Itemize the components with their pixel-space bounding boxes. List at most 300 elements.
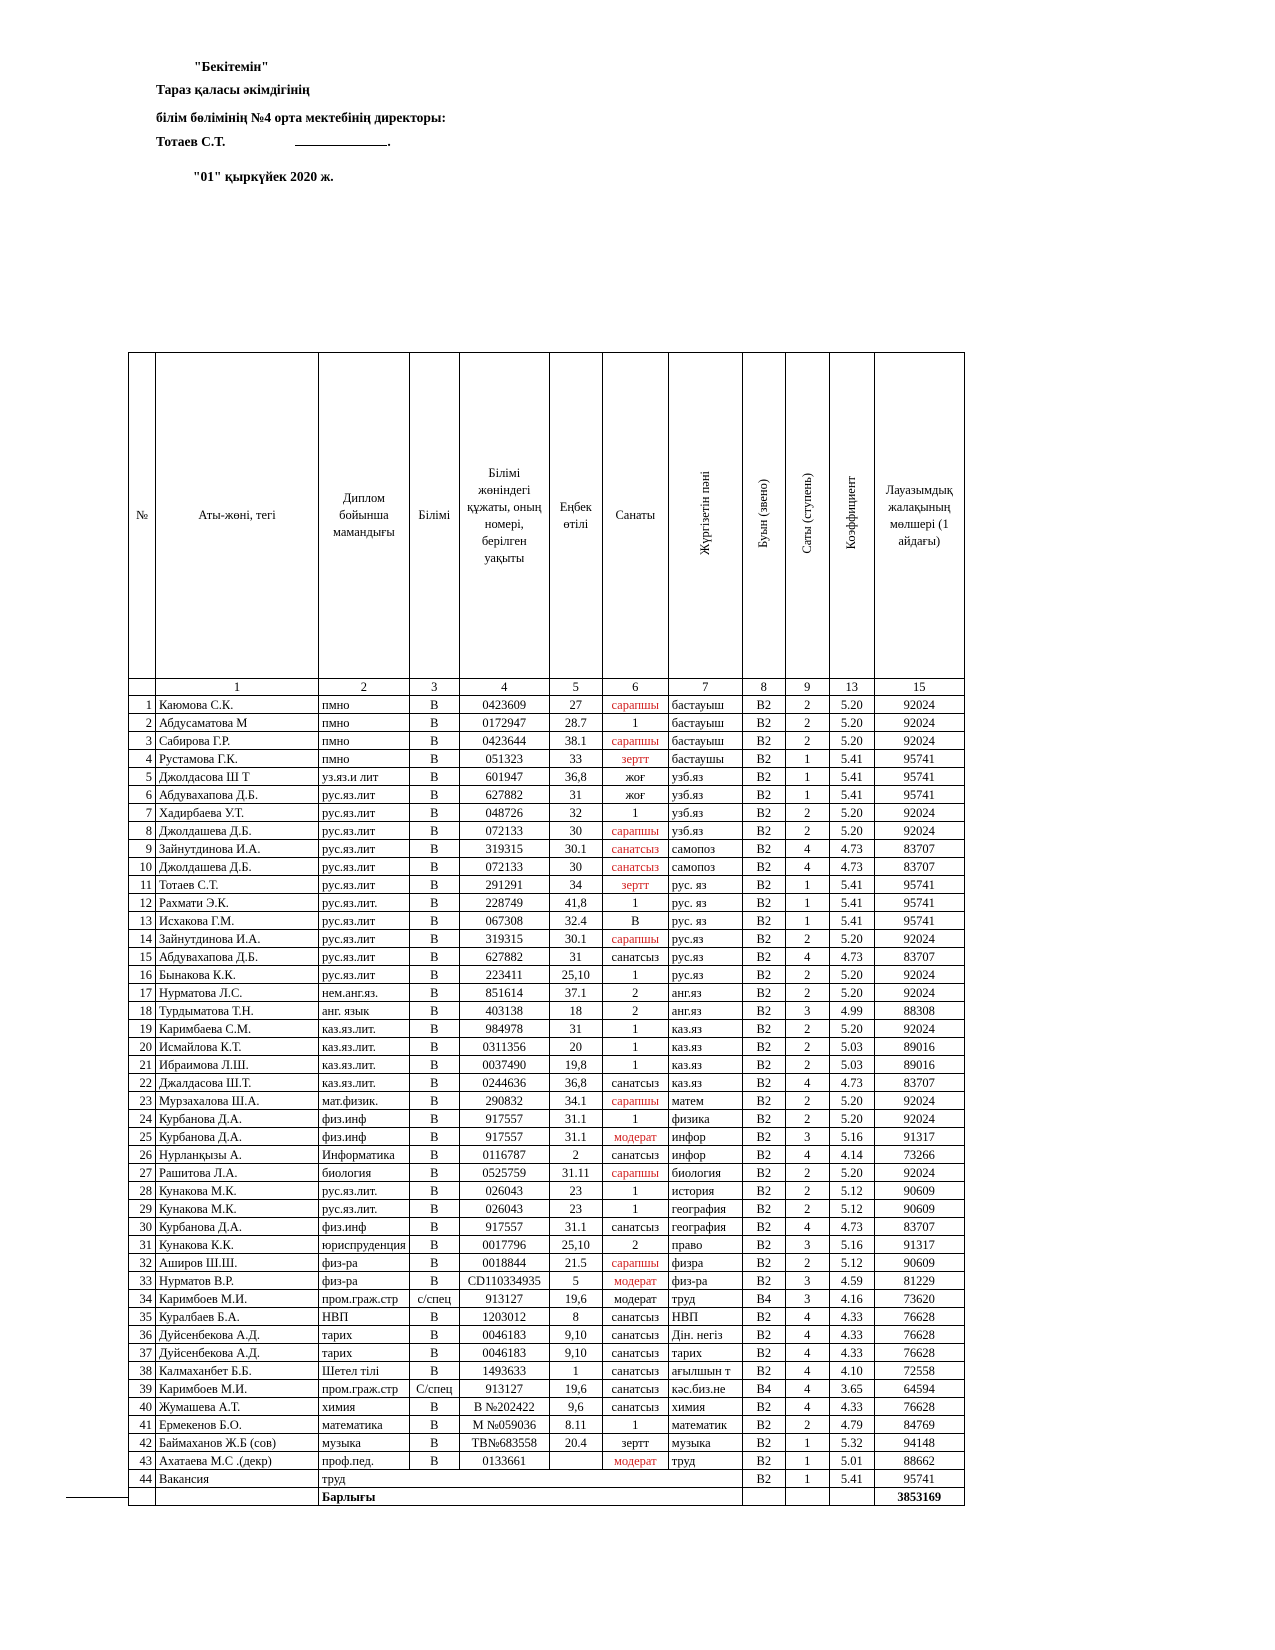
cell-name: Курбанова Д.А. bbox=[156, 1110, 319, 1128]
cell-coefficient: 4.33 bbox=[829, 1308, 874, 1326]
cell-coefficient: 5.12 bbox=[829, 1254, 874, 1272]
cell-document: 0172947 bbox=[459, 714, 549, 732]
cell-specialty: каз.яз.лит. bbox=[319, 1020, 410, 1038]
cell-salary: 92024 bbox=[874, 822, 964, 840]
cell-salary: 95741 bbox=[874, 912, 964, 930]
cell-category: 2 bbox=[602, 984, 668, 1002]
cell-specialty: рус.яз.лит bbox=[319, 966, 410, 984]
cell-number: 14 bbox=[129, 930, 156, 948]
col-header-document: Білімі жөніндегі құжаты, оның номері, берілген уақыты bbox=[459, 353, 549, 679]
cell-education: В bbox=[409, 894, 459, 912]
cell-experience: 21.5 bbox=[549, 1254, 602, 1272]
cell-subject: бастауыш bbox=[668, 714, 742, 732]
cell-saty: 2 bbox=[785, 966, 829, 984]
col-number: 15 bbox=[874, 679, 964, 696]
cell-saty: 4 bbox=[785, 840, 829, 858]
table-row bbox=[129, 1290, 965, 1308]
cell-zveno: В2 bbox=[742, 1434, 785, 1452]
cell-education: В bbox=[409, 1308, 459, 1326]
total-row bbox=[129, 1488, 965, 1506]
cell-coefficient: 4.73 bbox=[829, 858, 874, 876]
cell-specialty: рус.яз.лит bbox=[319, 930, 410, 948]
cell-category: санатсыз bbox=[602, 1146, 668, 1164]
cell-coefficient: 5.20 bbox=[829, 984, 874, 1002]
cell-education: В bbox=[409, 1434, 459, 1452]
table-row bbox=[129, 1452, 965, 1470]
cell-number: 39 bbox=[129, 1380, 156, 1398]
cell-name: Нурматов В.Р. bbox=[156, 1272, 319, 1290]
cell-zveno: В2 bbox=[742, 876, 785, 894]
cell-subject: химия bbox=[668, 1398, 742, 1416]
cell-category: 1 bbox=[602, 1416, 668, 1434]
cell-education: В bbox=[409, 822, 459, 840]
cell-salary: 89016 bbox=[874, 1056, 964, 1074]
cell-education: В bbox=[409, 876, 459, 894]
cell-number: 32 bbox=[129, 1254, 156, 1272]
cell-document: 0525759 bbox=[459, 1164, 549, 1182]
cell-document: 291291 bbox=[459, 876, 549, 894]
cell-saty: 4 bbox=[785, 1398, 829, 1416]
cell-document: 0133661 bbox=[459, 1452, 549, 1470]
cell-specialty: рус.яз.лит bbox=[319, 822, 410, 840]
cell-category: санатсыз bbox=[602, 948, 668, 966]
cell-saty: 2 bbox=[785, 1200, 829, 1218]
cell-category: 1 bbox=[602, 1110, 668, 1128]
cell-blank bbox=[785, 1488, 829, 1506]
cell-zveno: В2 bbox=[742, 1218, 785, 1236]
col-number: 3 bbox=[409, 679, 459, 696]
table-row bbox=[129, 804, 965, 822]
cell-salary: 73620 bbox=[874, 1290, 964, 1308]
cell-saty: 3 bbox=[785, 1290, 829, 1308]
cell-category: зертт bbox=[602, 876, 668, 894]
cell-experience: 31.1 bbox=[549, 1110, 602, 1128]
cell-coefficient: 4.33 bbox=[829, 1398, 874, 1416]
cell-salary: 89016 bbox=[874, 1038, 964, 1056]
cell-saty: 2 bbox=[785, 1254, 829, 1272]
cell-specialty: физ-ра bbox=[319, 1272, 410, 1290]
table-row bbox=[129, 1236, 965, 1254]
cell-subject: анг.яз bbox=[668, 984, 742, 1002]
cell-subject: математик bbox=[668, 1416, 742, 1434]
cell-education: В bbox=[409, 1074, 459, 1092]
cell-zveno: В2 bbox=[742, 1182, 785, 1200]
cell-experience: 9,6 bbox=[549, 1398, 602, 1416]
cell-subject: каз.яз bbox=[668, 1056, 742, 1074]
cell-document: 984978 bbox=[459, 1020, 549, 1038]
cell-number: 2 bbox=[129, 714, 156, 732]
cell-name: Ермекенов Б.О. bbox=[156, 1416, 319, 1434]
cell-saty: 4 bbox=[785, 1326, 829, 1344]
cell-number: 8 bbox=[129, 822, 156, 840]
cell-blank bbox=[742, 1488, 785, 1506]
cell-name: Исмайлова К.Т. bbox=[156, 1038, 319, 1056]
cell-saty: 3 bbox=[785, 1236, 829, 1254]
cell-saty: 1 bbox=[785, 1434, 829, 1452]
cell-education: В bbox=[409, 1236, 459, 1254]
cell-coefficient: 5.41 bbox=[829, 786, 874, 804]
cell-zveno: В2 bbox=[742, 1038, 785, 1056]
vacancy-row bbox=[129, 1470, 965, 1488]
cell-education: В bbox=[409, 1326, 459, 1344]
table-row bbox=[129, 1344, 965, 1362]
cell-name: Курбанова Д.А. bbox=[156, 1128, 319, 1146]
cell-document: CD110334935 bbox=[459, 1272, 549, 1290]
cell-category: модерат bbox=[602, 1452, 668, 1470]
total-label: Барлығы bbox=[319, 1488, 743, 1506]
cell-zveno: В2 bbox=[742, 1020, 785, 1038]
cell-education: В bbox=[409, 732, 459, 750]
cell-category: сарапшы bbox=[602, 1092, 668, 1110]
cell-category: 1 bbox=[602, 894, 668, 912]
cell-subject: рус. яз bbox=[668, 912, 742, 930]
signature-line bbox=[295, 133, 387, 146]
cell-name: Кунакова К.К. bbox=[156, 1236, 319, 1254]
cell-name: Каюмова С.К. bbox=[156, 696, 319, 714]
cell-category: 2 bbox=[602, 1236, 668, 1254]
cell-experience: 19,6 bbox=[549, 1380, 602, 1398]
cell-experience: 33 bbox=[549, 750, 602, 768]
cell-saty: 2 bbox=[785, 1038, 829, 1056]
cell-document: 917557 bbox=[459, 1128, 549, 1146]
cell-category: санатсыз bbox=[602, 1344, 668, 1362]
cell-name: Джолдасова Ш Т bbox=[156, 768, 319, 786]
cell-salary: 81229 bbox=[874, 1272, 964, 1290]
cell-subject: труд bbox=[668, 1290, 742, 1308]
cell-salary: 95741 bbox=[874, 786, 964, 804]
cell-salary: 92024 bbox=[874, 930, 964, 948]
cell-number: 43 bbox=[129, 1452, 156, 1470]
cell-category: 1 bbox=[602, 1182, 668, 1200]
table-row bbox=[129, 894, 965, 912]
cell-education: В bbox=[409, 840, 459, 858]
cell-document: 223411 bbox=[459, 966, 549, 984]
cell-salary: 92024 bbox=[874, 714, 964, 732]
cell-saty: 1 bbox=[785, 912, 829, 930]
col-header-experience: Еңбек өтілі bbox=[549, 353, 602, 679]
cell-experience: 30.1 bbox=[549, 840, 602, 858]
cell-specialty: каз.яз.лит. bbox=[319, 1056, 410, 1074]
table-row bbox=[129, 1362, 965, 1380]
cell-coefficient: 5.03 bbox=[829, 1056, 874, 1074]
cell-zveno: В2 bbox=[742, 1092, 785, 1110]
cell-coefficient: 5.20 bbox=[829, 930, 874, 948]
col-header-number: № bbox=[129, 353, 156, 679]
table-row bbox=[129, 912, 965, 930]
cell-experience: 30 bbox=[549, 858, 602, 876]
table-row bbox=[129, 750, 965, 768]
cell-number: 24 bbox=[129, 1110, 156, 1128]
cell-document: 913127 bbox=[459, 1290, 549, 1308]
cell-saty: 2 bbox=[785, 930, 829, 948]
cell-coefficient: 5.20 bbox=[829, 1092, 874, 1110]
cell-education: В bbox=[409, 714, 459, 732]
table-row bbox=[129, 1200, 965, 1218]
cell-category: санатсыз bbox=[602, 1218, 668, 1236]
cell-zveno: В2 bbox=[742, 1236, 785, 1254]
cell-salary: 95741 bbox=[874, 750, 964, 768]
cell-experience: 32.4 bbox=[549, 912, 602, 930]
col-header-education: Білімі bbox=[409, 353, 459, 679]
cell-specialty: Шетел тілі bbox=[319, 1362, 410, 1380]
cell-coefficient: 5.03 bbox=[829, 1038, 874, 1056]
cell-subject: самопоз bbox=[668, 840, 742, 858]
cell-coefficient: 3.65 bbox=[829, 1380, 874, 1398]
cell-salary: 91317 bbox=[874, 1236, 964, 1254]
cell-specialty: рус.яз.лит bbox=[319, 786, 410, 804]
col-header-salary: Лауазымдық жалақының мөлшері (1 айдағы) bbox=[874, 353, 964, 679]
cell-salary: 95741 bbox=[874, 894, 964, 912]
cell-experience: 5 bbox=[549, 1272, 602, 1290]
cell-education: В bbox=[409, 1128, 459, 1146]
cell-number: 35 bbox=[129, 1308, 156, 1326]
cell-coefficient: 5.16 bbox=[829, 1236, 874, 1254]
cell-document: 0244636 bbox=[459, 1074, 549, 1092]
cell-document: 0423609 bbox=[459, 696, 549, 714]
cell-saty: 1 bbox=[785, 1452, 829, 1470]
total-value: 3853169 bbox=[874, 1488, 964, 1506]
cell-specialty: рус.яз.лит. bbox=[319, 1200, 410, 1218]
cell-salary: 90609 bbox=[874, 1200, 964, 1218]
cell-document: 072133 bbox=[459, 858, 549, 876]
cell-experience: 32 bbox=[549, 804, 602, 822]
cell-saty: 4 bbox=[785, 1308, 829, 1326]
cell-coefficient: 4.79 bbox=[829, 1416, 874, 1434]
cell-zveno: В2 bbox=[742, 1128, 785, 1146]
cell-coefficient: 5.12 bbox=[829, 1182, 874, 1200]
cell-experience: 8.11 bbox=[549, 1416, 602, 1434]
cell-education: В bbox=[409, 984, 459, 1002]
cell-specialty: химия bbox=[319, 1398, 410, 1416]
cell-subject: инфор bbox=[668, 1146, 742, 1164]
cell-number: 27 bbox=[129, 1164, 156, 1182]
cell-subject: тарих bbox=[668, 1344, 742, 1362]
cell-specialty: рус.яз.лит bbox=[319, 804, 410, 822]
cell-name: Куралбаев Б.А. bbox=[156, 1308, 319, 1326]
cell-saty: 2 bbox=[785, 696, 829, 714]
header-line-1: Тараз қаласы әкімдігінің bbox=[156, 82, 310, 97]
cell-education: В bbox=[409, 1254, 459, 1272]
cell-category: В bbox=[602, 912, 668, 930]
table-row bbox=[129, 1308, 965, 1326]
cell-category: санатсыз bbox=[602, 1326, 668, 1344]
cell-saty: 1 bbox=[785, 1470, 829, 1488]
col-number: 13 bbox=[829, 679, 874, 696]
cell-specialty: музыка bbox=[319, 1434, 410, 1452]
cell-coefficient: 5.41 bbox=[829, 1470, 874, 1488]
cell-zveno: В2 bbox=[742, 858, 785, 876]
cell-number: 36 bbox=[129, 1326, 156, 1344]
cell-name: Каримбаева С.М. bbox=[156, 1020, 319, 1038]
cell-salary: 88662 bbox=[874, 1452, 964, 1470]
cell-name: Исхакова Г.М. bbox=[156, 912, 319, 930]
cell-number: 22 bbox=[129, 1074, 156, 1092]
cell-saty: 2 bbox=[785, 822, 829, 840]
cell-salary: 92024 bbox=[874, 1020, 964, 1038]
cell-saty: 2 bbox=[785, 732, 829, 750]
cell-zveno: В2 bbox=[742, 1164, 785, 1182]
cell-specialty: пмно bbox=[319, 732, 410, 750]
cell-experience: 23 bbox=[549, 1200, 602, 1218]
cell-specialty: анг. язык bbox=[319, 1002, 410, 1020]
cell-experience: 31.11 bbox=[549, 1164, 602, 1182]
cell-saty: 3 bbox=[785, 1002, 829, 1020]
cell-coefficient: 5.16 bbox=[829, 1128, 874, 1146]
table-row bbox=[129, 786, 965, 804]
cell-category: 1 bbox=[602, 1056, 668, 1074]
cell-category: модерат bbox=[602, 1290, 668, 1308]
cell-coefficient: 4.73 bbox=[829, 840, 874, 858]
cell-education: В bbox=[409, 1146, 459, 1164]
col-number: 6 bbox=[602, 679, 668, 696]
cell-salary: 88308 bbox=[874, 1002, 964, 1020]
cell-number: 28 bbox=[129, 1182, 156, 1200]
cell-specialty: пром.граж.стр bbox=[319, 1380, 410, 1398]
cell-saty: 2 bbox=[785, 1164, 829, 1182]
cell-education: В bbox=[409, 750, 459, 768]
cell-zveno: В2 bbox=[742, 750, 785, 768]
cell-blank bbox=[129, 1488, 156, 1506]
cell-document: 0423644 bbox=[459, 732, 549, 750]
cell-saty: 2 bbox=[785, 1110, 829, 1128]
table-row bbox=[129, 1056, 965, 1074]
cell-document: 048726 bbox=[459, 804, 549, 822]
cell-category: сарапшы bbox=[602, 822, 668, 840]
cell-salary: 92024 bbox=[874, 1164, 964, 1182]
cell-subject: труд bbox=[668, 1452, 742, 1470]
cell-name: Нурланқызы А. bbox=[156, 1146, 319, 1164]
cell-saty: 4 bbox=[785, 858, 829, 876]
col-header-zveno: Буын (звено) bbox=[742, 353, 785, 679]
cell-education: В bbox=[409, 768, 459, 786]
cell-specialty: пмно bbox=[319, 750, 410, 768]
cell-document: 026043 bbox=[459, 1200, 549, 1218]
cell-zveno: В2 bbox=[742, 1002, 785, 1020]
cell-education: В bbox=[409, 1056, 459, 1074]
cell-experience: 30.1 bbox=[549, 930, 602, 948]
cell-zveno: В2 bbox=[742, 732, 785, 750]
cell-zveno: В2 bbox=[742, 714, 785, 732]
cell-saty: 4 bbox=[785, 1362, 829, 1380]
cell-salary: 90609 bbox=[874, 1254, 964, 1272]
cell-saty: 1 bbox=[785, 786, 829, 804]
cell-category: зертт bbox=[602, 750, 668, 768]
cell-zveno: В2 bbox=[742, 1470, 785, 1488]
cell-name: Мурзахалова Ш.А. bbox=[156, 1092, 319, 1110]
cell-name: Кунакова М.К. bbox=[156, 1200, 319, 1218]
cell-specialty: биология bbox=[319, 1164, 410, 1182]
cell-coefficient: 4.99 bbox=[829, 1002, 874, 1020]
cell-name: Дуйсенбекова А.Д. bbox=[156, 1344, 319, 1362]
cell-specialty: рус.яз.лит bbox=[319, 876, 410, 894]
cell-category: 1 bbox=[602, 1200, 668, 1218]
col-header-name: Аты-жөні, тегі bbox=[156, 353, 319, 679]
cell-specialty: физ-ра bbox=[319, 1254, 410, 1272]
cell-number: 25 bbox=[129, 1128, 156, 1146]
cell-name: Калмаханбет Б.Б. bbox=[156, 1362, 319, 1380]
col-number-blank bbox=[129, 679, 156, 696]
cell-saty: 4 bbox=[785, 1074, 829, 1092]
cell-specialty: пмно bbox=[319, 714, 410, 732]
cell-coefficient: 5.20 bbox=[829, 714, 874, 732]
approve-title: "Бекітемін" bbox=[194, 59, 269, 74]
cell-subject: музыка bbox=[668, 1434, 742, 1452]
cell-name: Аширов Ш.Ш. bbox=[156, 1254, 319, 1272]
cell-education: В bbox=[409, 1002, 459, 1020]
cell-category: модерат bbox=[602, 1128, 668, 1146]
cell-coefficient: 5.32 bbox=[829, 1434, 874, 1452]
cell-number: 19 bbox=[129, 1020, 156, 1038]
cell-experience: 25,10 bbox=[549, 966, 602, 984]
cell-education: В bbox=[409, 948, 459, 966]
col-header-coefficient: Коэффициент bbox=[829, 353, 874, 679]
cell-subject: матем bbox=[668, 1092, 742, 1110]
cell-coefficient: 4.14 bbox=[829, 1146, 874, 1164]
cell-education: В bbox=[409, 1344, 459, 1362]
cell-specialty: рус.яз.лит bbox=[319, 840, 410, 858]
cell-category: зертт bbox=[602, 1434, 668, 1452]
col-number: 1 bbox=[156, 679, 319, 696]
cell-document: 0046183 bbox=[459, 1326, 549, 1344]
cell-specialty: математика bbox=[319, 1416, 410, 1434]
cell-specialty: тарих bbox=[319, 1344, 410, 1362]
cell-category: сарапшы bbox=[602, 930, 668, 948]
cell-subject: физ-ра bbox=[668, 1272, 742, 1290]
cell-subject: анг.яз bbox=[668, 1002, 742, 1020]
cell-category: сарапшы bbox=[602, 732, 668, 750]
cell-subject: узб.яз bbox=[668, 804, 742, 822]
cell-education: В bbox=[409, 1020, 459, 1038]
cell-experience: 25,10 bbox=[549, 1236, 602, 1254]
cell-salary: 92024 bbox=[874, 804, 964, 822]
cell-education: В bbox=[409, 1398, 459, 1416]
cell-subject: рус.яз bbox=[668, 930, 742, 948]
cell-number: 37 bbox=[129, 1344, 156, 1362]
cell-coefficient: 5.41 bbox=[829, 894, 874, 912]
cell-zveno: В2 bbox=[742, 1272, 785, 1290]
cell-subject: право bbox=[668, 1236, 742, 1254]
cell-coefficient: 5.41 bbox=[829, 876, 874, 894]
cell-zveno: В2 bbox=[742, 1200, 785, 1218]
cell-specialty: пмно bbox=[319, 696, 410, 714]
cell-saty: 4 bbox=[785, 948, 829, 966]
cell-name: Зайнутдинова И.А. bbox=[156, 840, 319, 858]
cell-number: 30 bbox=[129, 1218, 156, 1236]
cell-saty: 3 bbox=[785, 1272, 829, 1290]
cell-zveno: В2 bbox=[742, 984, 785, 1002]
cell-name: Сабирова Г.Р. bbox=[156, 732, 319, 750]
cell-document: 403138 bbox=[459, 1002, 549, 1020]
cell-experience: 34.1 bbox=[549, 1092, 602, 1110]
cell-coefficient: 4.73 bbox=[829, 1074, 874, 1092]
table-row bbox=[129, 1380, 965, 1398]
cell-saty: 2 bbox=[785, 1092, 829, 1110]
cell-education: В bbox=[409, 1038, 459, 1056]
table-row bbox=[129, 984, 965, 1002]
cell-specialty: мат.физик. bbox=[319, 1092, 410, 1110]
table-row bbox=[129, 966, 965, 984]
table-row bbox=[129, 1254, 965, 1272]
cell-document: 627882 bbox=[459, 948, 549, 966]
cell-salary: 76628 bbox=[874, 1308, 964, 1326]
cell-zveno: В2 bbox=[742, 1416, 785, 1434]
cell-document: 0311356 bbox=[459, 1038, 549, 1056]
cell-subject: узб.яз bbox=[668, 822, 742, 840]
table-row bbox=[129, 1182, 965, 1200]
cell-saty: 2 bbox=[785, 984, 829, 1002]
cell-name: Джолдашева Д.Б. bbox=[156, 822, 319, 840]
cell-education: В bbox=[409, 1110, 459, 1128]
